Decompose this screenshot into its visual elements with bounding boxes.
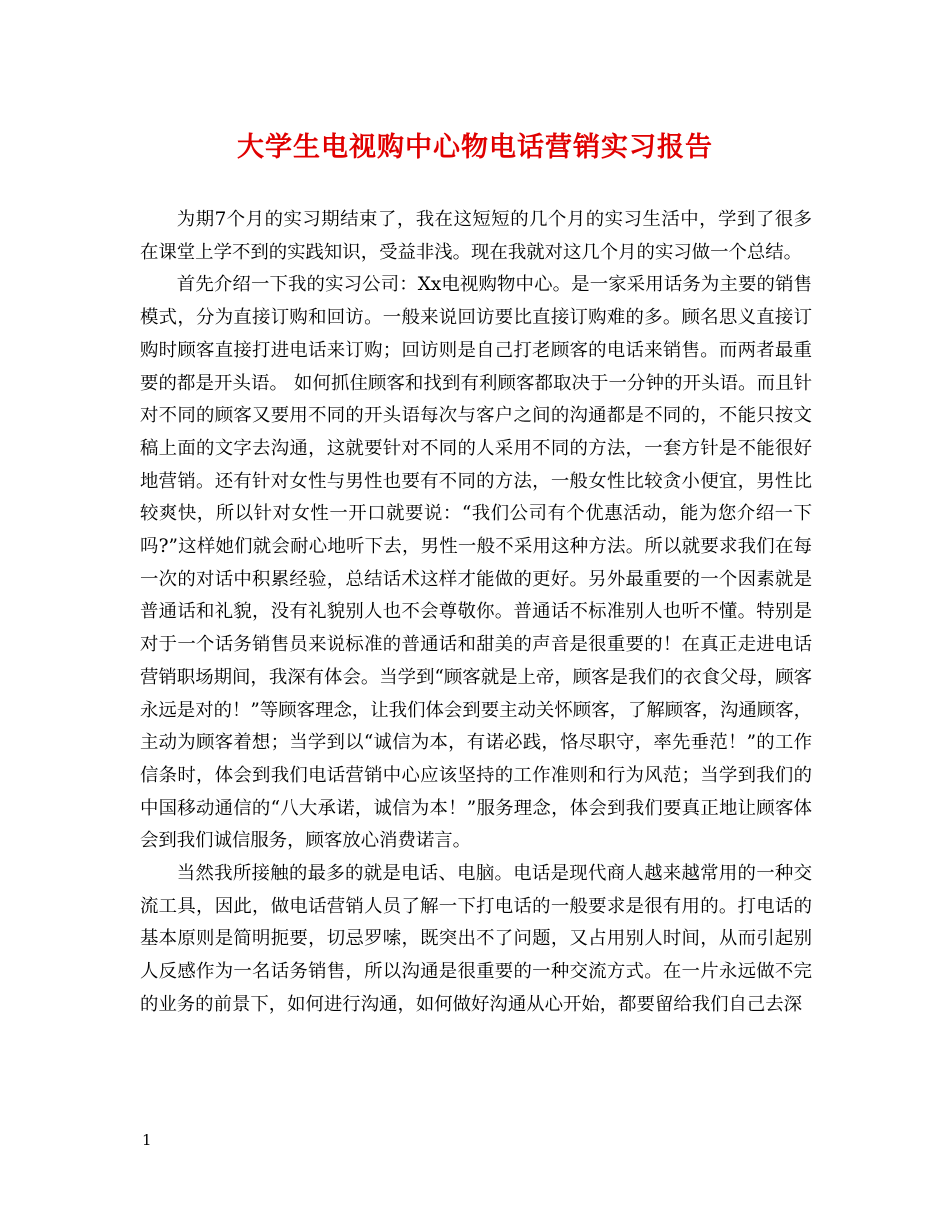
paragraph-phone: 当然我所接触的最多的就是电话、电脑。电话是现代商人越来越常用的一种交流工具，因此，做电话营销人员了解一下打电话的一般要求是很有用的。打电话的基本原则是简明扼要，切忌罗嗦，既突出不了问题，又占用别人时间，从而引起别人反感作为一名话务销售，所以沟通是很重要的一种交流方式。在一片永远做不完的业务的前景下，如何进行沟通，如何做好沟通从心开始，都要留给我们自己去深 <box>140 863 812 1015</box>
document-body <box>140 204 812 1022</box>
paragraph-intro: 为期7个月的实习期结束了，我在这短短的几个月的实习生活中，学到了很多在课堂上学不到的实践知识，受益非浅。现在我就对这几个月的实习做一个总结。 <box>140 209 812 263</box>
page-number: 1 <box>142 1131 152 1149</box>
paragraph-company: 首先介绍一下我的实习公司：Xx电视购物中心。是一家采用话务为主要的销售模式，分为直接订购和回访。一般来说回访要比直接订购难的多。顾名思义直接订购时顾客直接打进电话来订购；回访则是自己打老顾客的电话来销售。而两者最重要的都是开头语。 如何抓住顾客和找到有利顾客都取决于一分钟的开头语。而且针对不同的顾客又要用不同的开头语每次与客户之间的沟通都是不同的，不能只按文稿上面的文字去沟通，这就要针对不同的人采用不同的方法，一套方针是不能很好地营销。还有针对女性与男性也要有不同的方法，一般女性比较贪小便宜，男性比较爽快，所以针对女性一开口就要说：“我们公司有个优惠活动，能为您介绍一下吗?”这样她们就会耐心地听下去，男性一般不采用这种方法。所以就要求我们在每一次的对话中积累经验，总结话术这样才能做的更好。另外最重要的一个因素就是普通话和礼貌，没有礼貌别人也不会尊敬你。普通话不标准别人也听不懂。特别是对于一个话务销售员来说标准的普通话和甜美的声音是很重要的！在真正走进电话营销职场期间，我深有体会。当学到“顾客就是上帝，顾客是我们的衣食父母，顾客永远是对的！”等顾客理念，让我们体会到要主动关怀顾客，了解顾客，沟通顾客，主动为顾客着想；当学到以“诚信为本，有诺必践，恪尽职守，率先垂范！”的工作信条时，体会到我们电话营销中心应该坚持的工作准则和行为风范；当学到我们的中国移动通信的“八大承诺，诚信为本！”服务理念，体会到我们要真正地让顾客体会到我们诚信服务，顾客放心消费诺言。 <box>140 274 812 852</box>
document-title: 大学生电视购中心物电话营销实习报告 <box>237 132 713 163</box>
